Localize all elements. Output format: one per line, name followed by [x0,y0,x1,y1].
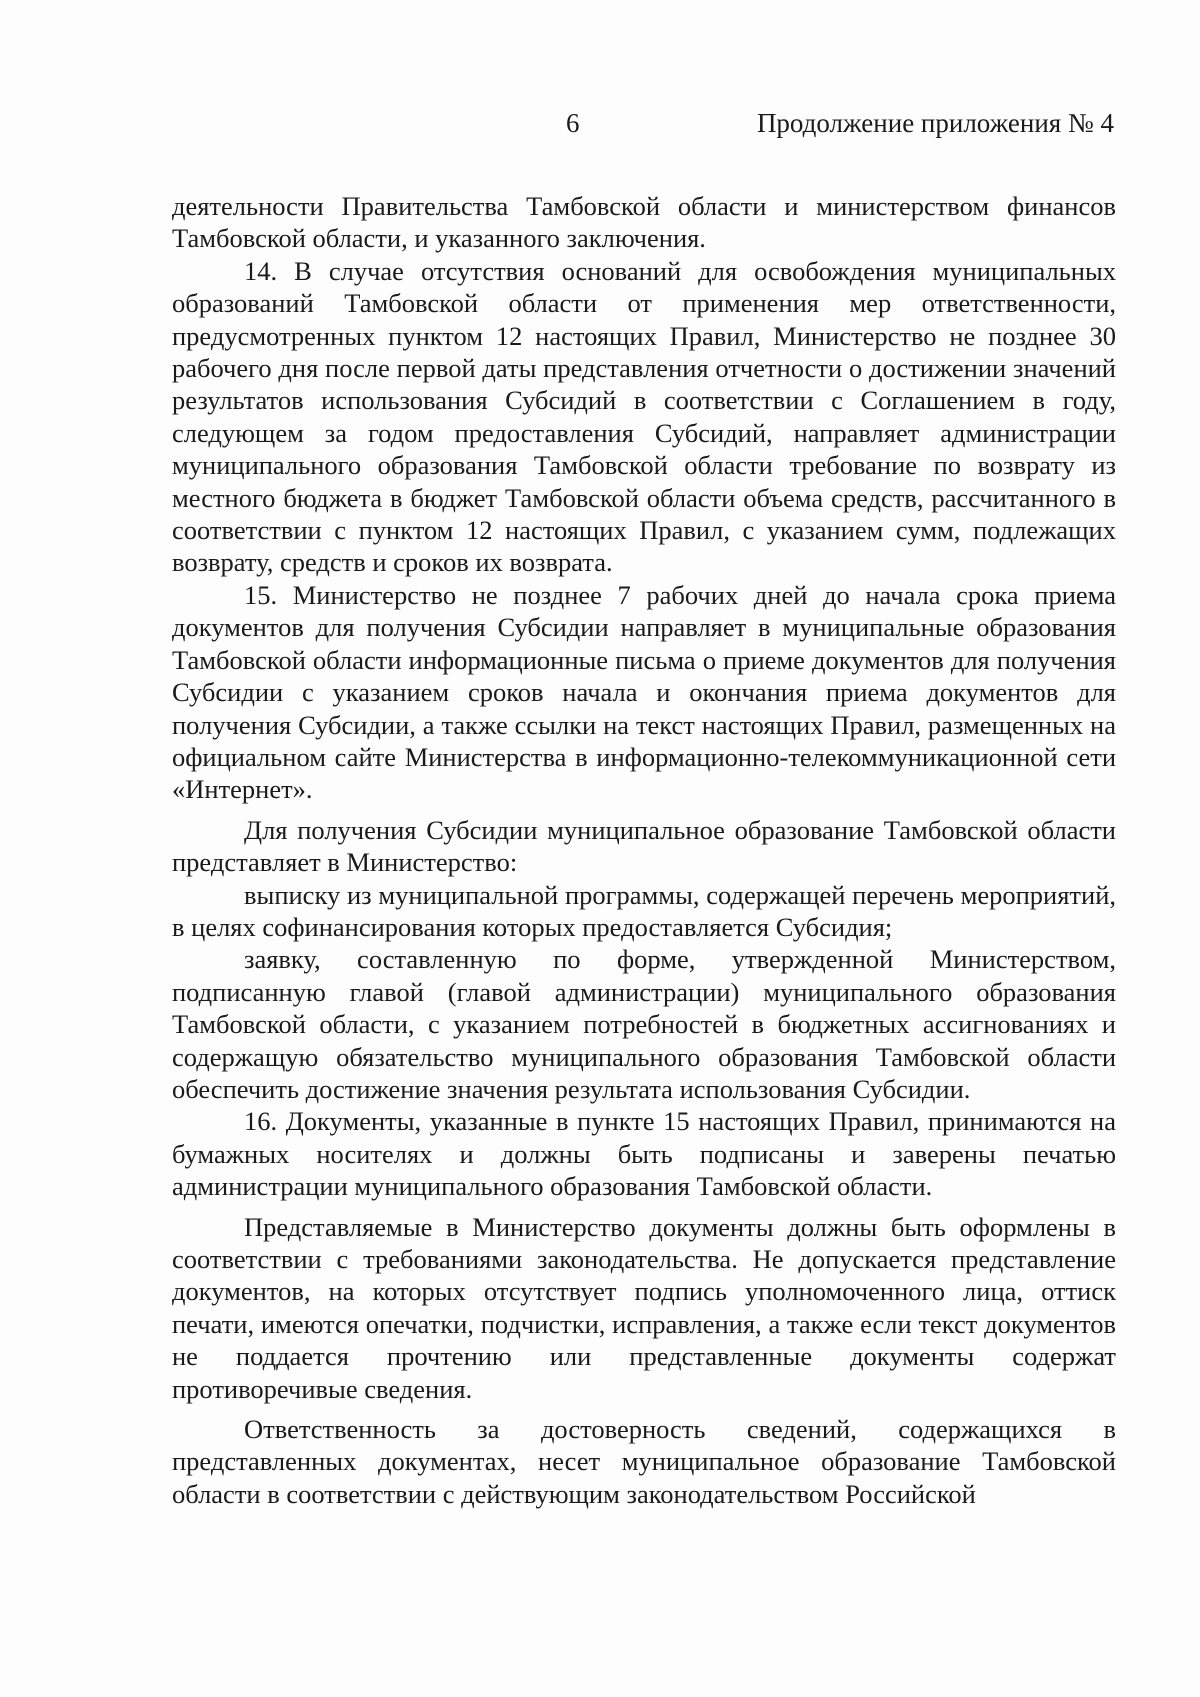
paragraph-15: 15. Министерство не позднее 7 рабочих дней до начала срока приема документов для получения Субсидии направляет в муниципальные образования Тамбовской области информационные письма о приеме документов для получения Субсидии с указанием сроков начала и окончания приема документов для получения Субсидии, а также ссылки на текст настоящих Правил, размещенных на официальном сайте Министерства в информационно-телекоммуникационной сети «Интернет». [172,579,1116,805]
paragraph-responsibility: Ответственность за достоверность сведений, содержащихся в представленных документах, несет муниципальное образование Тамбовской области в соответствии с действующим законодательством Российской [172,1414,1116,1509]
paragraph-14: 14. В случае отсутствия оснований для освобождения муниципальных образований Тамбовской области от применения мер ответственности, предусмотренных пунктом 12 настоящих Правил, Министерство не позднее 30 рабочего дня после первой даты представления отчетности о достижении значений результатов использования Субсидий в соответствии с Соглашением в году, следующем за годом предоставления Субсидий, направляет администрации муниципального образования Тамбовской области требование по возврату из местного бюджета в бюджет Тамбовской области объема средств, рассчитанного в соответствии с пунктом 12 настоящих Правил, с указанием сумм, подлежащих возврату, средств и сроков их возврата. [172,255,1116,578]
page-number: 6 [566,108,580,138]
paragraph-document-requirements: Представляемые в Министерство документы должны быть оформлены в соответствии с требованиями законодательства. Не допускается представление документов, на которых отсутствует подпись уполномоченного лица, оттиск печати, имеются опечатки, подчистки, исправления, а также если текст документов не поддается прочтению или представленные документы содержат противоречивые сведения. [172,1211,1116,1404]
appendix-continuation-title: Продолжение приложения № 4 [756,108,1114,138]
document-body [172,190,1116,1510]
paragraph-documents-intro: Для получения Субсидии муниципальное образование Тамбовской области представляет в Министерство: [172,814,1116,878]
paragraph-continuation: деятельности Правительства Тамбовской области и министерством финансов Тамбовской области, и указанного заключения. [172,191,1116,254]
paragraph-application: заявку, составленную по форме, утвержденной Министерством, подписанную главой (главой администрации) муниципального образования Тамбовской области, с указанием потребностей в бюджетных ассигнованиях и содержащую обязательство муниципального образования Тамбовской области обеспечить достижение значения результата использования Субсидии. [172,944,1116,1104]
paragraph-program-extract: выписку из муниципальной программы, содержащей перечень мероприятий, в целях софинансирования которых предоставляется Субсидия; [172,879,1116,942]
page-header [0,108,1200,148]
paragraph-16: 16. Документы, указанные в пункте 15 настоящих Правил, принимаются на бумажных носителях и должны быть подписаны и заверены печатью администрации муниципального образования Тамбовской области. [172,1106,1116,1202]
